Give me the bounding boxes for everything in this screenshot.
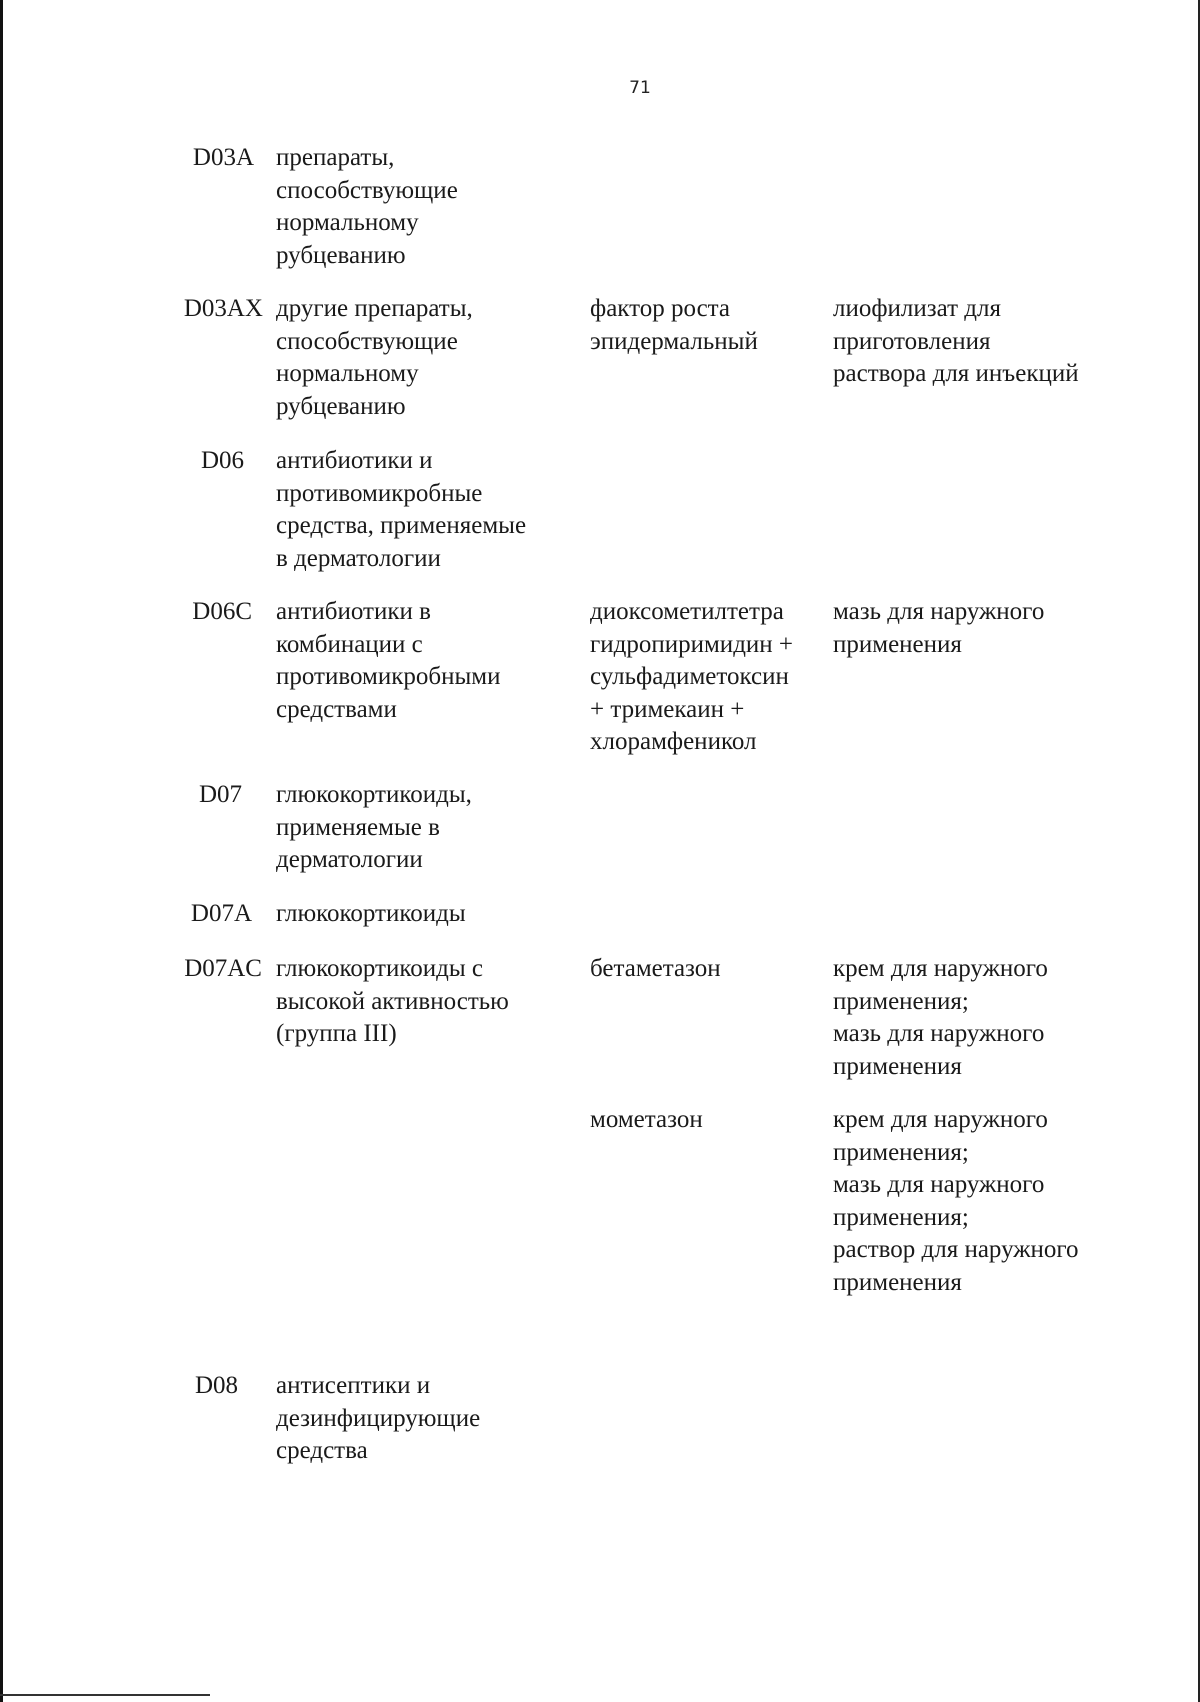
class-name-line: противомикробные xyxy=(276,479,483,507)
dosage-form-line: крем для наружного xyxy=(833,1106,1048,1133)
atc-class-name xyxy=(276,142,586,272)
class-name-line: способствующие xyxy=(276,327,458,355)
class-name-line: способствующие xyxy=(276,176,458,204)
atc-code: D06 xyxy=(200,447,244,474)
class-name-line: комбинации с xyxy=(276,630,423,658)
class-name-line: противомикробными xyxy=(276,663,501,690)
drug-name-line: фактор роста xyxy=(590,295,731,322)
class-name-line: (группа III) xyxy=(276,1020,397,1047)
atc-class-name xyxy=(276,898,586,931)
drug-name-line: мометазон xyxy=(590,1106,703,1133)
atc-class-name xyxy=(276,596,586,726)
dosage-form-line: раствора для инъекций xyxy=(833,360,1079,387)
class-name-line: нормальному xyxy=(276,360,419,387)
class-name-line: дезинфицирующие xyxy=(276,1404,481,1432)
atc-code: D06C xyxy=(192,598,252,625)
atc-class-name xyxy=(276,445,586,575)
drug-name-line: эпидермальный xyxy=(590,327,758,355)
atc-code: D03AX xyxy=(183,295,263,322)
dosage-form-line: мазь для наружного xyxy=(833,1020,1045,1047)
dosage-form-line: мазь для наружного xyxy=(833,1171,1045,1198)
page-number: 71 xyxy=(629,78,651,98)
class-name-line: глюкокортикоиды xyxy=(276,900,466,927)
dosage-form-line: приготовления xyxy=(833,327,991,355)
class-name-line: применяемые в xyxy=(276,813,440,841)
atc-code: D08 xyxy=(194,1372,238,1399)
atc-code: D07 xyxy=(198,781,242,808)
dosage-form-line: применения; xyxy=(833,987,969,1015)
scan-bottom-rule xyxy=(0,1694,210,1696)
class-name-line: дерматологии xyxy=(276,846,423,873)
class-name-line: высокой активностью xyxy=(276,987,509,1015)
drug-name-line: гидропиримидин + xyxy=(590,630,794,658)
atc-code: D03A xyxy=(192,144,254,171)
class-name-line: в дерматологии xyxy=(276,544,441,572)
drug-name xyxy=(590,596,830,759)
dosage-form-line: раствор для наружного xyxy=(833,1236,1079,1263)
class-name-line: глюкокортикоиды с xyxy=(276,955,483,982)
drug-name-line: бетаметазон xyxy=(590,955,721,982)
drug-name xyxy=(590,953,830,986)
dosage-form-line: применения; xyxy=(833,1138,969,1166)
drug-name-line: диоксометилтетра xyxy=(590,598,784,625)
class-name-line: средства, применяемые xyxy=(276,512,527,539)
class-name-line: антибиотики и xyxy=(276,447,433,474)
drug-name-line: хлорамфеникол xyxy=(590,728,757,755)
atc-class-name xyxy=(276,1370,586,1468)
dosage-form-line: крем для наружного xyxy=(833,955,1048,982)
atc-class-name xyxy=(276,953,586,1051)
atc-class-name xyxy=(276,293,586,423)
dosage-form-line: мазь для наружного xyxy=(833,598,1045,625)
dosage-forms xyxy=(833,596,1133,661)
atc-code: D07AC xyxy=(184,955,262,982)
dosage-form-line: применения; xyxy=(833,1203,969,1231)
dosage-form-line: применения xyxy=(833,1052,962,1080)
class-name-line: средства xyxy=(276,1437,368,1464)
dosage-form-line: применения xyxy=(833,630,962,658)
drug-name-line: сульфадиметоксин xyxy=(590,663,789,690)
class-name-line: антибиотики в xyxy=(276,598,431,625)
dosage-forms xyxy=(833,293,1133,391)
atc-code: D07A xyxy=(190,900,252,927)
class-name-line: антисептики и xyxy=(276,1372,431,1399)
class-name-line: рубцеванию xyxy=(276,392,406,420)
class-name-line: другие препараты, xyxy=(276,295,473,322)
dosage-form-line: лиофилизат для xyxy=(833,295,1001,322)
class-name-line: рубцеванию xyxy=(276,241,406,269)
class-name-line: препараты, xyxy=(276,144,395,171)
dosage-form-line: применения xyxy=(833,1268,962,1296)
drug-name xyxy=(590,1104,830,1137)
drug-name-line: + тримекаин + xyxy=(590,695,745,723)
drug-name xyxy=(590,293,830,358)
scan-left-edge xyxy=(0,0,3,1702)
class-name-line: нормальному xyxy=(276,209,419,236)
class-name-line: средствами xyxy=(276,695,397,723)
dosage-forms xyxy=(833,953,1133,1083)
atc-class-name xyxy=(276,779,586,877)
class-name-line: глюкокортикоиды, xyxy=(276,781,472,808)
dosage-forms xyxy=(833,1104,1133,1299)
